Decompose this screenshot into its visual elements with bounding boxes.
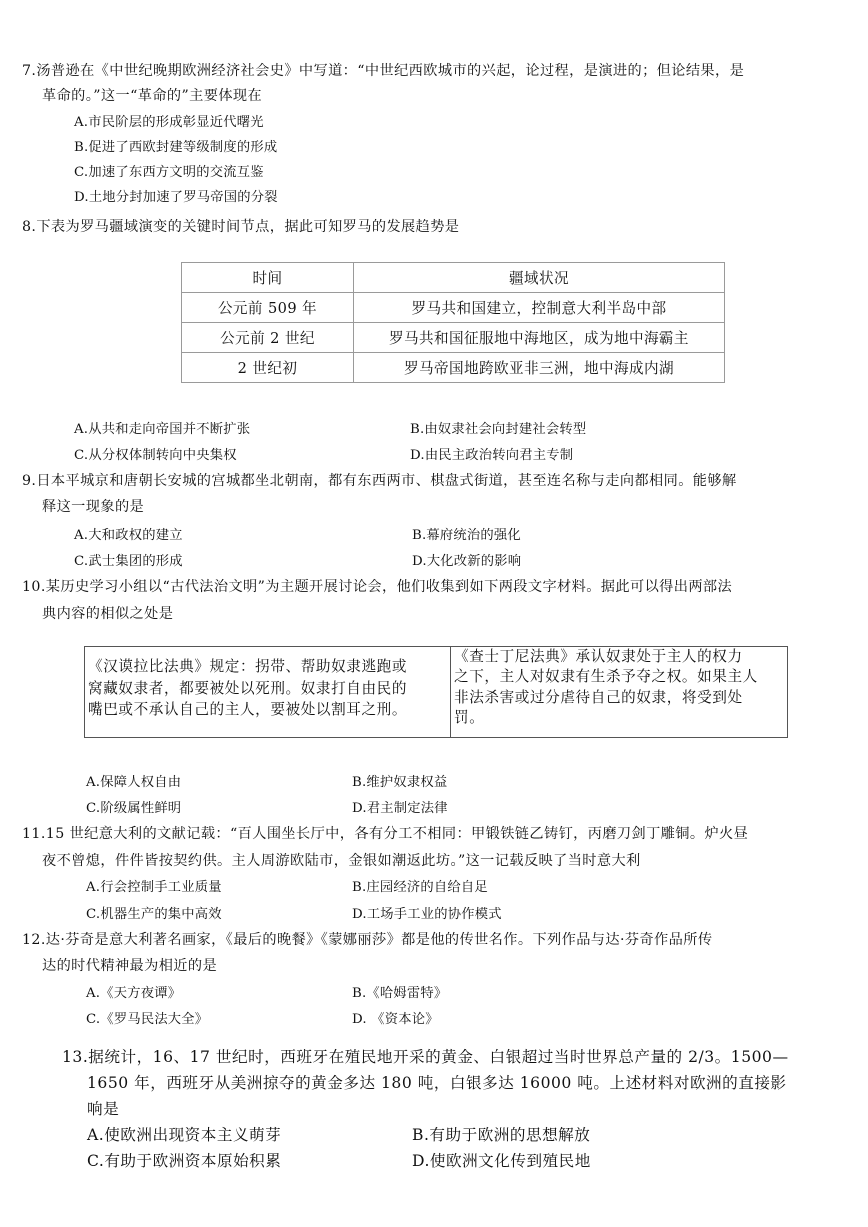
q13-option-d: D.使欧洲文化传到殖民地	[412, 1152, 591, 1170]
q12-stem-line-2: 达的时代精神最为相近的是	[42, 958, 218, 974]
q9-stem-line-1: 9.日本平城京和唐朝长安城的宫城都坐北朝南，都有东西两市、棋盘式街道，甚至连名称与走向都相同。能够解	[22, 473, 737, 489]
q9-stem-line-2: 释这一现象的是	[42, 499, 145, 515]
q7-stem-line-2: 革命的。”这一“革命的”主要体现在	[42, 88, 263, 104]
q8-territory-table	[181, 262, 725, 383]
q8-option-c: C.从分权体制转向中央集权	[74, 448, 237, 463]
q12-option-a: A.《天方夜谭》	[86, 986, 182, 1001]
q10-stem-line-2: 典内容的相似之处是	[42, 606, 174, 622]
excerpt-line: 之下，主人对奴隶有生杀予夺之权。如果主人	[454, 668, 758, 686]
justinian-code-excerpt	[451, 647, 788, 738]
q13-option-a: A.使欧洲出现资本主义萌芽	[87, 1126, 282, 1144]
q12-option-d: D. 《资本论》	[352, 1012, 439, 1027]
q10-stem-line-1: 10.某历史学习小组以“古代法治文明”为主题开展讨论会，他们收集到如下两段文字材料。据此可以得出两部法	[22, 579, 733, 595]
q10-option-b: B.维护奴隶权益	[352, 775, 448, 790]
q12-option-b: B.《哈姆雷特》	[352, 986, 448, 1001]
q8-option-d: D.由民主政治转向君主专制	[410, 448, 574, 463]
hammurabi-code-excerpt	[85, 647, 451, 738]
table-header-cell: 时间	[182, 263, 354, 293]
table-cell: 罗马共和国征服地中海地区，成为地中海霸主	[354, 323, 725, 353]
q11-option-b: B.庄园经济的自给自足	[352, 880, 488, 895]
q12-stem-line-1: 12.达·芬奇是意大利著名画家，《最后的晚餐》《蒙娜丽莎》都是他的传世名作。下列作品与达·芬奇作品所传	[22, 932, 713, 948]
q8-option-b: B.由奴隶社会向封建社会转型	[410, 422, 587, 437]
q7-option-b: B.促进了西欧封建等级制度的形成	[74, 140, 278, 155]
q13-stem-line-3: 响是	[87, 1100, 120, 1118]
q7-option-c: C.加速了东西方文明的交流互鉴	[74, 165, 264, 180]
q7-option-d: D.土地分封加速了罗马帝国的分裂	[74, 190, 278, 205]
q10-option-d: D.君主制定法律	[352, 801, 448, 816]
q7-option-a: A.市民阶层的形成彰显近代曙光	[74, 115, 264, 130]
q11-option-d: D.工场手工业的协作模式	[352, 907, 502, 922]
q7-stem-line-1: 7.汤普逊在《中世纪晚期欧洲经济社会史》中写道：“中世纪西欧城市的兴起，论过程，是演进的；但论结果，是	[22, 63, 745, 79]
q8-option-a: A.从共和走向帝国并不断扩张	[74, 422, 251, 437]
table-cell: 罗马帝国地跨欧亚非三洲，地中海成内湖	[354, 353, 725, 383]
excerpt-line: 罚。	[454, 708, 485, 726]
q11-stem-line-2: 夜不曾熄，件件皆按契约供。主人周游欧陆市，金银如潮返此坊。”这一记载反映了当时意大利	[42, 853, 641, 869]
q11-option-a: A.行会控制手工业质量	[86, 880, 222, 895]
excerpt-line: 嘴巴或不承认自己的主人，要被处以割耳之刑。	[88, 701, 408, 718]
q11-option-c: C.机器生产的集中高效	[86, 907, 222, 922]
q10-option-a: A.保障人权自由	[86, 775, 182, 790]
excerpt-line: 《汉谟拉比法典》规定：拐带、帮助奴隶逃跑或	[88, 658, 408, 675]
q12-option-c: C.《罗马民法大全》	[86, 1012, 209, 1027]
excerpt-line: 非法杀害或过分虐待自己的奴隶，将受到处	[454, 688, 743, 706]
table-row	[182, 293, 725, 323]
table-row	[182, 353, 725, 383]
excerpt-line: 《查士丁尼法典》承认奴隶处于主人的权力	[454, 648, 743, 665]
table-header-row	[182, 263, 725, 293]
table-row	[182, 323, 725, 353]
excerpt-line: 窝藏奴隶者，都要被处以死刑。奴隶打自由民的	[88, 679, 408, 697]
q10-option-c: C.阶级属性鲜明	[86, 801, 182, 816]
q13-stem-line-1: 13.据统计，16、17 世纪时，西班牙在殖民地开采的黄金、白银超过当时世界总产量的 2/3。1500—	[62, 1048, 789, 1066]
q13-stem-line-2: 1650 年，西班牙从美洲掠夺的黄金多达 180 吨，白银多达 16000 吨。上述材料对欧洲的直接影	[87, 1074, 787, 1092]
table-cell: 2 世纪初	[182, 353, 354, 383]
q9-option-b: B.幕府统治的强化	[412, 528, 521, 543]
q13-option-b: B.有助于欧洲的思想解放	[412, 1126, 591, 1144]
table-cell: 公元前 509 年	[182, 293, 354, 323]
q9-option-a: A.大和政权的建立	[74, 528, 183, 543]
table-cell: 罗马共和国建立，控制意大利半岛中部	[354, 293, 725, 323]
table-header-cell: 疆域状况	[354, 263, 725, 293]
table-cell: 公元前 2 世纪	[182, 323, 354, 353]
q10-source-table	[84, 646, 788, 738]
q9-option-c: C.武士集团的形成	[74, 554, 183, 569]
q9-option-d: D.大化改新的影响	[412, 554, 522, 569]
q13-option-c: C.有助于欧洲资本原始积累	[87, 1152, 282, 1170]
q8-stem: 8.下表为罗马疆域演变的关键时间节点，据此可知罗马的发展趋势是	[22, 219, 460, 235]
q11-stem-line-1: 11.15 世纪意大利的文献记载：“百人围坐长厅中，各有分工不相同：甲锻铁链乙铸钉，丙磨刀剑丁雕铜。炉火昼	[22, 826, 749, 842]
table-row	[85, 647, 788, 738]
